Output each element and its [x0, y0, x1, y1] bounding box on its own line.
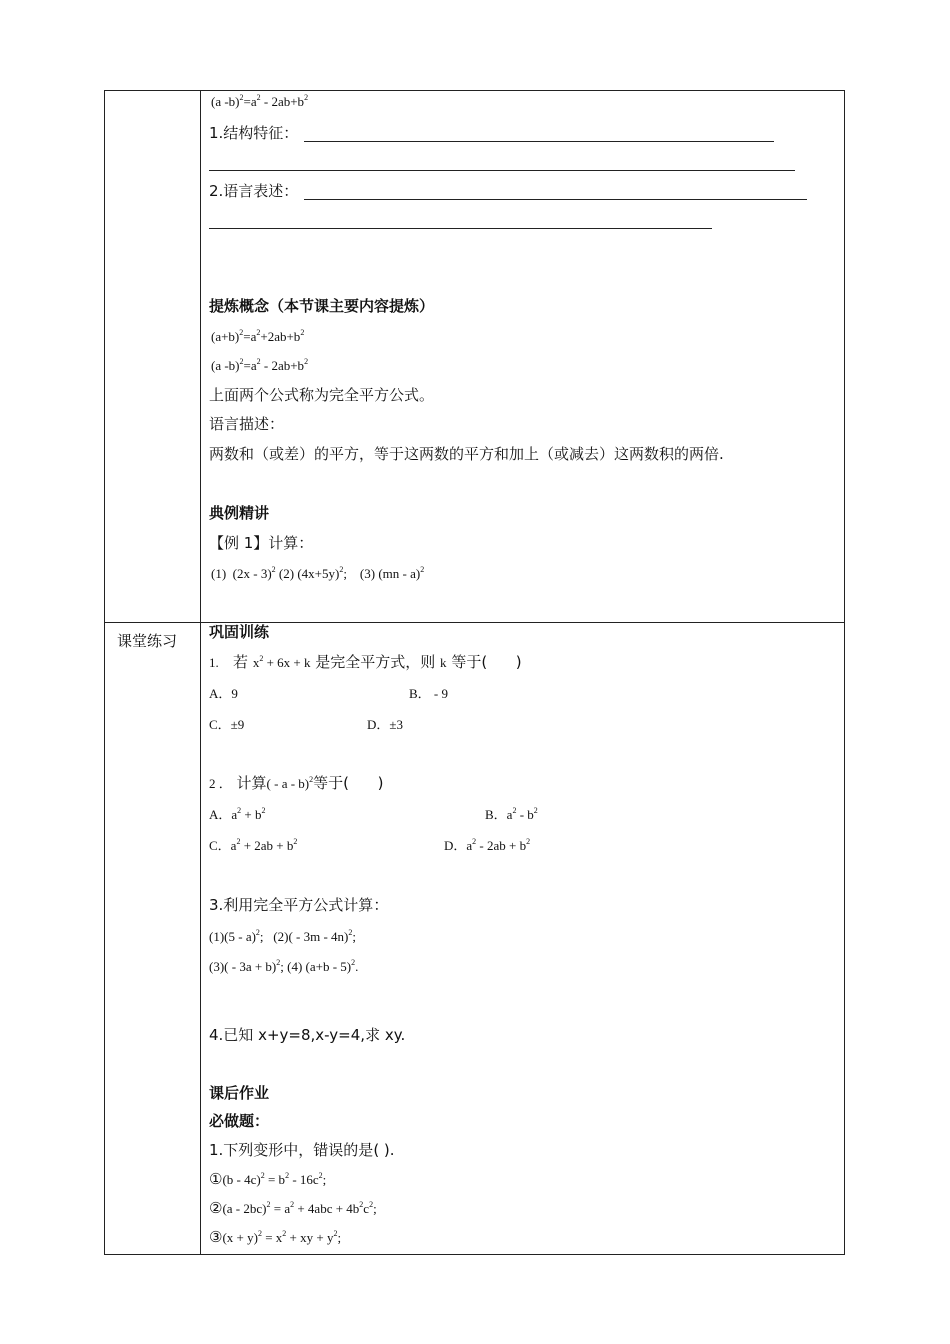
answer-blank[interactable]: [209, 228, 712, 229]
q1-option-a: A．9: [209, 686, 238, 701]
answer-blank[interactable]: [209, 170, 795, 171]
hw1-item3: ③(x + $y)^2 = x^2$ + xy + $y^2$;: [209, 1228, 342, 1246]
q2-stem: 2 ． 计算( - a - b)$^2$等于( ): [209, 774, 384, 792]
example-items: (1) (2x - 3)$^2$ (2) $(4x+5y)^2$; (3) (mn - a)$^2$: [211, 565, 425, 581]
concept-title: 提炼概念（本节课主要内容提炼）: [209, 297, 435, 315]
practice-title: 巩固训练: [209, 623, 270, 641]
language-desc-label: 语言描述：: [209, 415, 285, 433]
q3-line1: (1)(5 - a)$^2$; (2)( - 3m - 4n)$^2$;: [209, 928, 356, 944]
formulas-name: 上面两个公式称为完全平方公式。: [209, 386, 435, 404]
q1-option-d: D．±3: [367, 717, 404, 732]
q2-option-c: C．$a^2 + 2ab + b^2$: [209, 837, 298, 853]
answer-blank[interactable]: [304, 199, 807, 200]
formula-diff-square: (a $-b)^2=a^2 - 2ab+b^2$: [211, 357, 309, 373]
language-label: 2.语言表述：: [209, 182, 299, 200]
formula-sum-square: $(a+b)^2=a^2+2ab+b^2$: [211, 328, 305, 344]
hw1-item1: ①(b - $4c)^2 = b^2 - 16c^2$;: [209, 1170, 327, 1188]
hw1-item2: ②(a - $2bc)^2 = a^2 + 4abc + 4b^2c^2$;: [209, 1199, 377, 1217]
homework-title: 课后作业: [209, 1084, 270, 1102]
formula-top: (a $-b)^2=a^2 - 2ab+b^2$: [211, 93, 309, 109]
answer-blank[interactable]: [304, 141, 774, 142]
q2-option-d: D．$a^2 - 2ab + b^2$: [444, 837, 531, 853]
example-label: 【例 1】计算：: [209, 534, 314, 552]
hw1-stem: 1.下列变形中，错误的是( ).: [209, 1141, 395, 1159]
structure-label: 1.结构特征：: [209, 124, 299, 142]
q2-option-a: A．$a^2 + b^2$: [209, 806, 266, 822]
required-label: 必做题：: [209, 1112, 270, 1130]
q4: 4.已知 x+y=8,x-y=4,求 xy.: [209, 1026, 406, 1044]
column-divider: [200, 91, 201, 1254]
q1-option-c: C．±9: [209, 717, 245, 732]
q3-line2: $(3)( - 3a + b)^2$; (4) $(a+b - 5)^2$.: [209, 958, 359, 974]
lesson-table: [104, 90, 845, 1255]
language-desc: 两数和（或差）的平方，等于这两数的平方和加上（或减去）这两数积的两倍.: [209, 445, 724, 463]
example-title: 典例精讲: [209, 504, 270, 522]
q1-option-b: B． - 9: [409, 686, 449, 701]
q2-option-b: B．$a^2 - b^2$: [485, 806, 538, 822]
section-label-classroom-practice: 课堂练习: [117, 632, 178, 650]
q1-stem: 1. 若 $x^2 + 6x + k$ 是完全平方式，则 k 等于( ): [209, 653, 522, 671]
q3-stem: 3.利用完全平方公式计算：: [209, 896, 389, 914]
